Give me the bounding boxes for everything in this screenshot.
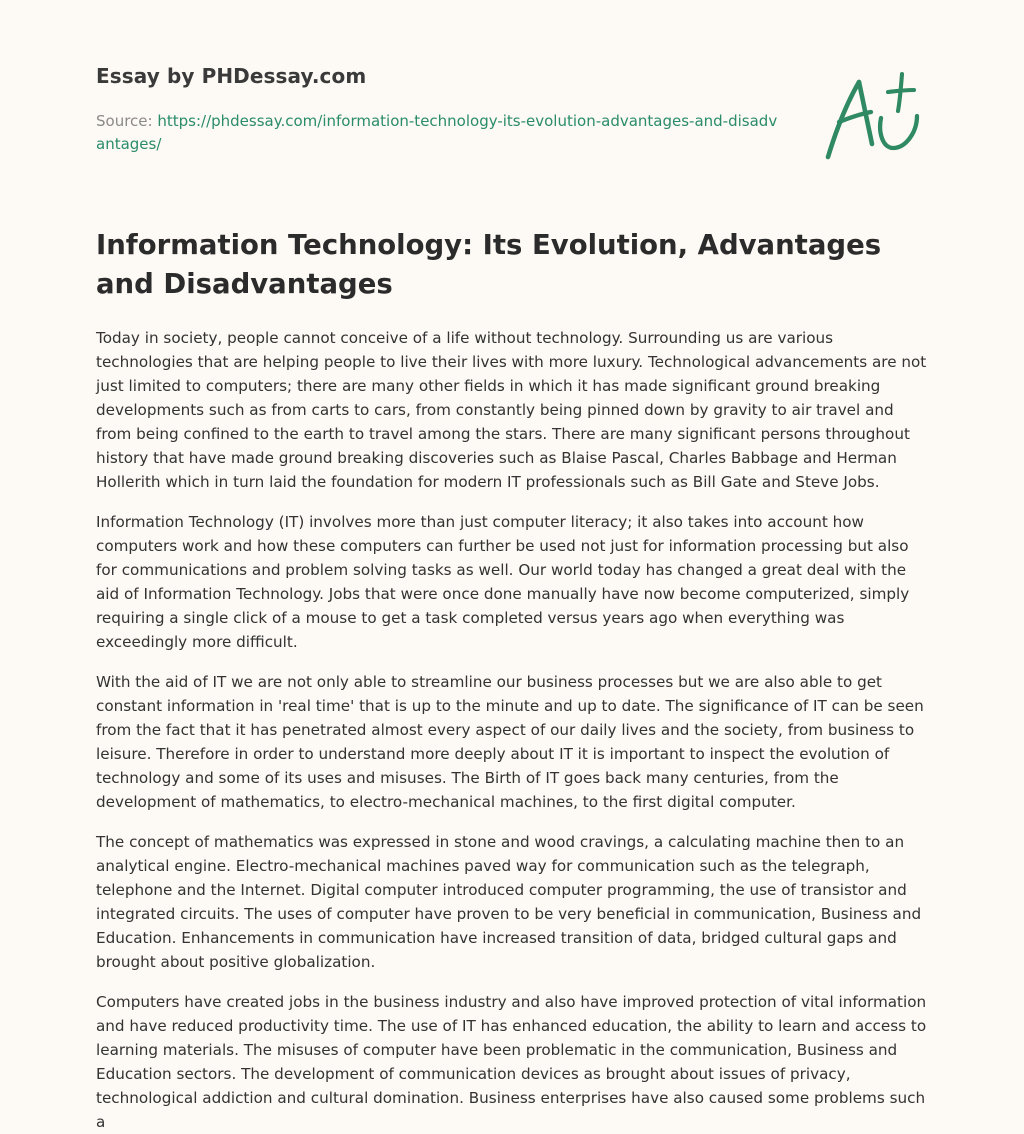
essay-page: [96, 0, 930, 1131]
source-line: [96, 110, 786, 156]
source-link[interactable]: https://phdessay.com/information-technology-its-evolution-advantages-and-disadvantages/: [96, 112, 778, 153]
source-label: Source:: [96, 112, 153, 130]
article-body: [96, 326, 930, 1134]
a-plus-logo-icon: [820, 66, 924, 166]
site-title: Essay by PHDessay.com: [96, 64, 367, 88]
paragraph-1: Today in society, people cannot conceive of a life without technology. Surrounding us are various technologies that are helping people to live their lives with more luxury. Technological advancements are not just limited to computers; there are many other fields in which it has made significant ground breaking developments such as from carts to cars, from constantly being pinned down by gravity to air travel and from being confined to the earth to travel among the stars. There are many significant persons throughout history that have made ground breaking discoveries such as Blaise Pascal, Charles Babbage and Herman Hollerith which in turn laid the foundation for modern IT professionals such as Bill Gate and Steve Jobs.: [96, 329, 927, 491]
paragraph-5: Computers have created jobs in the business industry and also have improved protection of vital information and have reduced productivity time. The use of IT has enhanced education, the ability to learn and access to learning materials. The misuses of computer have been problematic in the communication, Business and Education sectors. The development of communication devices as brought about issues of privacy, technological addiction and cultural domination. Business enterprises have also caused some problems such a: [96, 993, 927, 1131]
paragraph-3: With the aid of IT we are not only able to streamline our business processes but we are also able to get constant information in 'real time' that is up to the minute and up to date. The significance of IT can be seen from the fact that it has penetrated almost every aspect of our daily lives and the society, from business to leisure. Therefore in order to understand more deeply about IT it is important to inspect the evolution of technology and some of its uses and misuses. The Birth of IT goes back many centuries, from the development of mathematics, to electro-mechanical machines, to the first digital computer.: [96, 673, 924, 811]
paragraph-2: Information Technology (IT) involves more than just computer literacy; it also takes into account how computers work and how these computers can further be used not just for information processing but also for communications and problem solving tasks as well. Our world today has changed a great deal with the aid of Information Technology. Jobs that were once done manually have now become computerized, simply requiring a single click of a mouse to get a task completed versus years ago when everything was exceedingly more difficult.: [96, 513, 910, 651]
article-title: Information Technology: Its Evolution, Advantages and Disadvantages: [96, 229, 882, 300]
paragraph-4: The concept of mathematics was expressed in stone and wood cravings, a calculating machine then to an analytical engine. Electro-mechanical machines paved way for communication such as the telegraph, telephone and the Internet. Digital computer introduced computer programming, the use of transistor and integrated circuits. The uses of computer have proven to be very beneficial in communication, Business and Education. Enhancements in communication have increased transition of data, bridged cultural gaps and brought about positive globalization.: [96, 833, 922, 971]
